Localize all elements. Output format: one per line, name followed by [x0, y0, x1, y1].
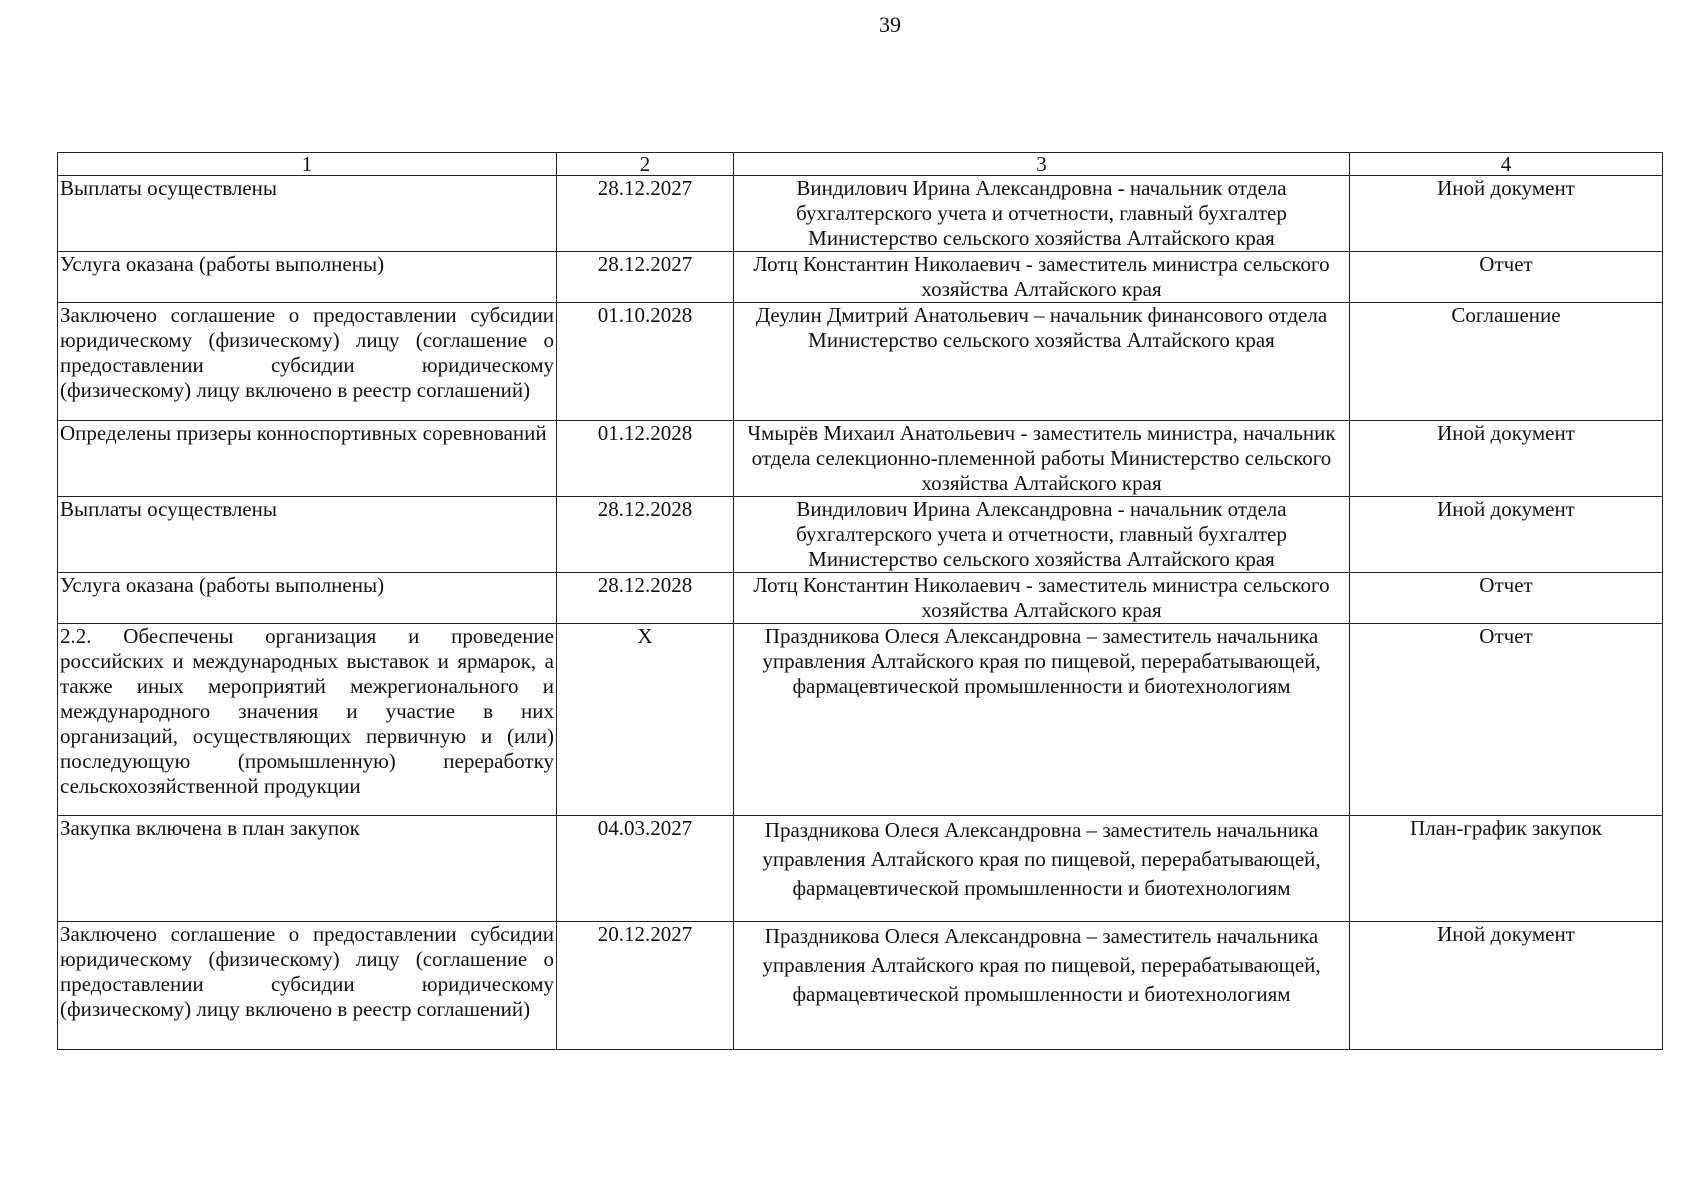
document-type-cell: Иной документ — [1350, 421, 1663, 497]
date-cell: 01.12.2028 — [557, 421, 734, 497]
table-row — [58, 624, 1663, 816]
event-cell: Закупка включена в план закупок — [58, 816, 557, 922]
header-row — [58, 153, 1663, 176]
document-type-cell: Иной документ — [1350, 922, 1663, 1050]
table-row — [58, 421, 1663, 497]
document-type-cell: Отчет — [1350, 573, 1663, 624]
table-row — [58, 816, 1663, 922]
date-cell: 04.03.2027 — [557, 816, 734, 922]
page-number: 39 — [879, 12, 901, 37]
document-type-cell: Иной документ — [1350, 497, 1663, 573]
responsible-cell: Чмырёв Михаил Анатольевич - заместитель министра, начальник отдела селекционно-племенной работы Министерство сельского хозяйства Алтайского края — [734, 421, 1350, 497]
event-cell: 2.2. Обеспечены организация и проведение российских и международных выставок и ярмарок, а также иных мероприятий межрегионального и международного значения и участие в них организаций, осуществляющих первичную и (или) последующую (промышленную) переработку сельскохозяйственной продукции — [58, 624, 557, 816]
document-type-cell: Отчет — [1350, 624, 1663, 816]
document-type-cell: План-график закупок — [1350, 816, 1663, 922]
date-cell: 28.12.2028 — [557, 497, 734, 573]
column-header-3: 3 — [734, 153, 1350, 176]
table-row — [58, 497, 1663, 573]
document-type-cell: Отчет — [1350, 252, 1663, 303]
event-cell: Заключено соглашение о предоставлении субсидии юридическому (физическому) лицу (соглашение о предоставлении субсидии юридическому (физическому) лицу включено в реестр соглашений) — [58, 922, 557, 1050]
date-cell: 28.12.2028 — [557, 573, 734, 624]
responsible-cell: Праздникова Олеся Александровна – заместитель начальника управления Алтайского края по пищевой, перерабатывающей, фармацевтической промышленности и биотехнологиям — [734, 624, 1350, 816]
column-header-4: 4 — [1350, 153, 1663, 176]
event-cell: Определены призеры конноспортивных соревнований — [58, 421, 557, 497]
document-type-cell: Соглашение — [1350, 303, 1663, 421]
column-header-2: 2 — [557, 153, 734, 176]
responsible-cell: Праздникова Олеся Александровна – заместитель начальника управления Алтайского края по пищевой, перерабатывающей, фармацевтической промышленности и биотехнологиям — [734, 922, 1350, 1050]
document-type-cell: Иной документ — [1350, 176, 1663, 252]
date-cell: 01.10.2028 — [557, 303, 734, 421]
responsible-cell: Деулин Дмитрий Анатольевич – начальник финансового отдела Министерство сельского хозяйства Алтайского края — [734, 303, 1350, 421]
responsible-cell: Виндилович Ирина Александровна - начальник отдела бухгалтерского учета и отчетности, главный бухгалтер Министерство сельского хозяйства Алтайского края — [734, 176, 1350, 252]
table-row — [58, 573, 1663, 624]
date-cell: X — [557, 624, 734, 816]
event-cell: Заключено соглашение о предоставлении субсидии юридическому (физическому) лицу (соглашение о предоставлении субсидии юридическому (физическому) лицу включено в реестр соглашений) — [58, 303, 557, 421]
responsible-cell: Лотц Константин Николаевич - заместитель министра сельского хозяйства Алтайского края — [734, 252, 1350, 303]
responsible-cell: Праздникова Олеся Александровна – заместитель начальника управления Алтайского края по пищевой, перерабатывающей, фармацевтической промышленности и биотехнологиям — [734, 816, 1350, 922]
table-row — [58, 922, 1663, 1050]
date-cell: 20.12.2027 — [557, 922, 734, 1050]
responsible-cell: Лотц Константин Николаевич - заместитель министра сельского хозяйства Алтайского края — [734, 573, 1350, 624]
column-header-1: 1 — [58, 153, 557, 176]
event-cell: Услуга оказана (работы выполнены) — [58, 252, 557, 303]
date-cell: 28.12.2027 — [557, 252, 734, 303]
table-row — [58, 176, 1663, 252]
date-cell: 28.12.2027 — [557, 176, 734, 252]
event-cell: Выплаты осуществлены — [58, 497, 557, 573]
event-cell: Услуга оказана (работы выполнены) — [58, 573, 557, 624]
events-table — [57, 152, 1663, 1050]
responsible-cell: Виндилович Ирина Александровна - начальник отдела бухгалтерского учета и отчетности, главный бухгалтер Министерство сельского хозяйства Алтайского края — [734, 497, 1350, 573]
event-cell: Выплаты осуществлены — [58, 176, 557, 252]
table-row — [58, 303, 1663, 421]
table-row — [58, 252, 1663, 303]
